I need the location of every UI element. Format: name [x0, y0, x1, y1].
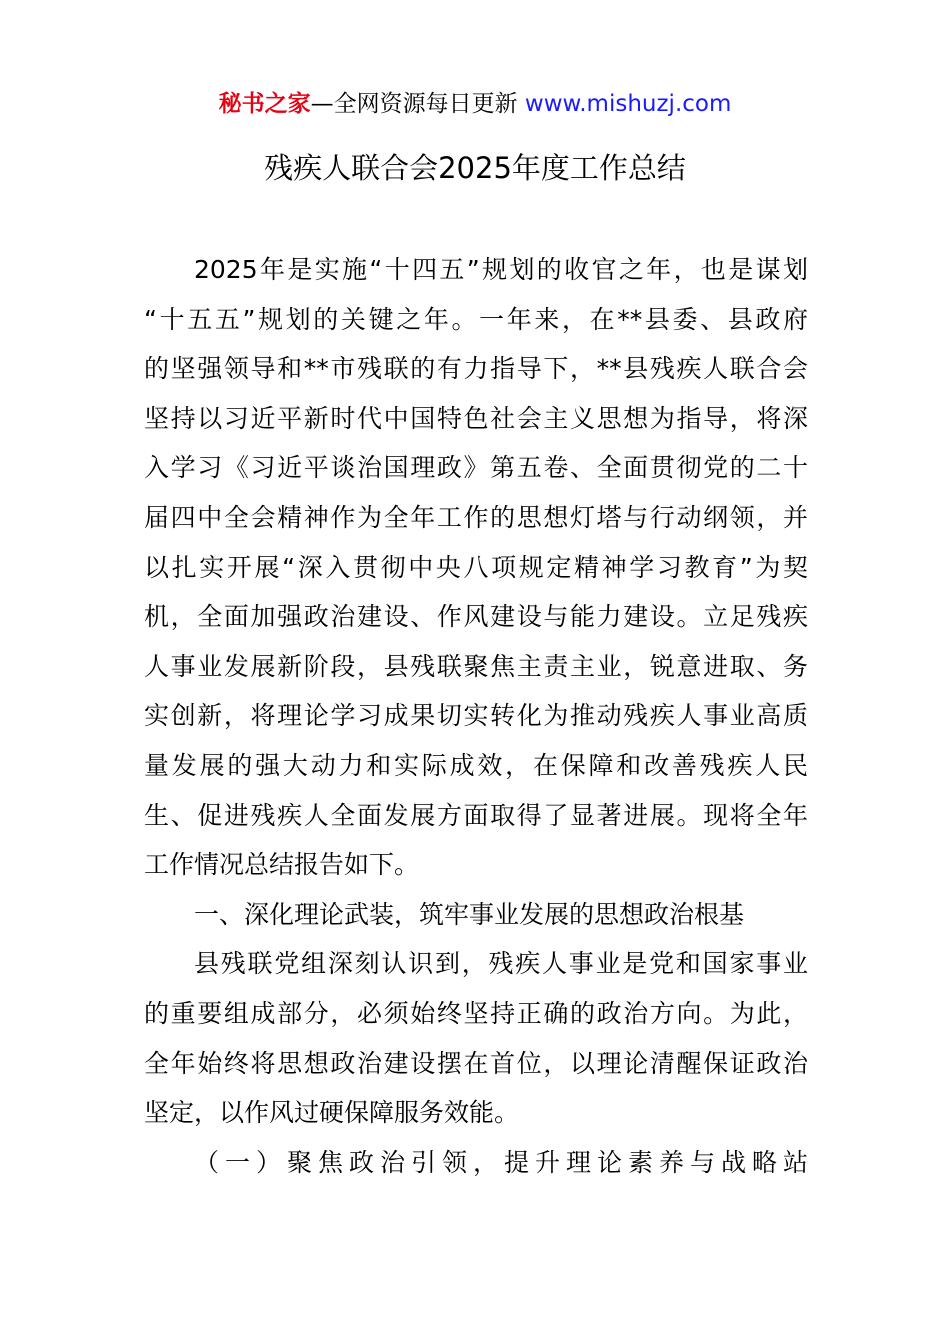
paragraph-line: “十五五”规划的关键之年。一年来，在**县委、县政府 [144, 304, 808, 334]
paragraph-line: 入学习《习近平谈治国理政》第五卷、全面贯彻党的二十 [144, 453, 808, 483]
paragraph-line: 全年始终将思想政治建设摆在首位，以理论清醒保证政治 [144, 1048, 808, 1078]
document-body [144, 245, 808, 1187]
banner-tagline: —全网资源每日更新 [310, 91, 525, 117]
paragraph-line: 的坚强领导和**市残联的有力指导下，**县残疾人联合会 [144, 354, 808, 384]
paragraph-line: 的重要组成部分，必须始终坚持正确的政治方向。为此， [144, 998, 808, 1028]
banner-brand: 秘书之家 [218, 91, 311, 117]
section-heading: 一、深化理论武装，筑牢事业发展的思想政治根基 [194, 899, 745, 929]
paragraph-line: 生、促进残疾人全面发展方面取得了显著进展。现将全年 [144, 800, 808, 830]
paragraph-line: 人事业发展新阶段，县残联聚焦主责主业，锐意进取、务 [144, 651, 808, 681]
paragraph-line: 2025年是实施“十四五”规划的收官之年，也是谋划 [194, 255, 808, 284]
banner-url-link[interactable]: www.mishuzj.com [524, 91, 732, 117]
paragraph-line: 届四中全会精神作为全年工作的思想灯塔与行动纲领，并 [144, 502, 808, 532]
paragraph-line: 实创新，将理论学习成果切实转化为推动残疾人事业高质 [144, 701, 808, 731]
paragraph-line: 量发展的强大动力和实际成效，在保障和改善残疾人民 [144, 750, 808, 780]
paragraph-line: 机，全面加强政治建设、作风建设与能力建设。立足残疾 [144, 602, 808, 632]
paragraph-line: 坚定，以作风过硬保障服务效能。 [144, 1098, 520, 1128]
document-title: 残疾人联合会2025年度工作总结 [264, 151, 686, 185]
subsection-heading: （一）聚焦政治引领，提升理论素养与战略站 [194, 1147, 808, 1177]
paragraph-line: 坚持以习近平新时代中国特色社会主义思想为指导，将深 [144, 403, 808, 433]
paragraph-line: 县残联党组深刻认识到，残疾人事业是党和国家事业 [194, 949, 808, 979]
paragraph-line: 工作情况总结报告如下。 [144, 850, 420, 880]
paragraph-line: 以扎实开展“深入贯彻中央八项规定精神学习教育”为契 [144, 552, 808, 582]
site-banner [0, 88, 950, 120]
